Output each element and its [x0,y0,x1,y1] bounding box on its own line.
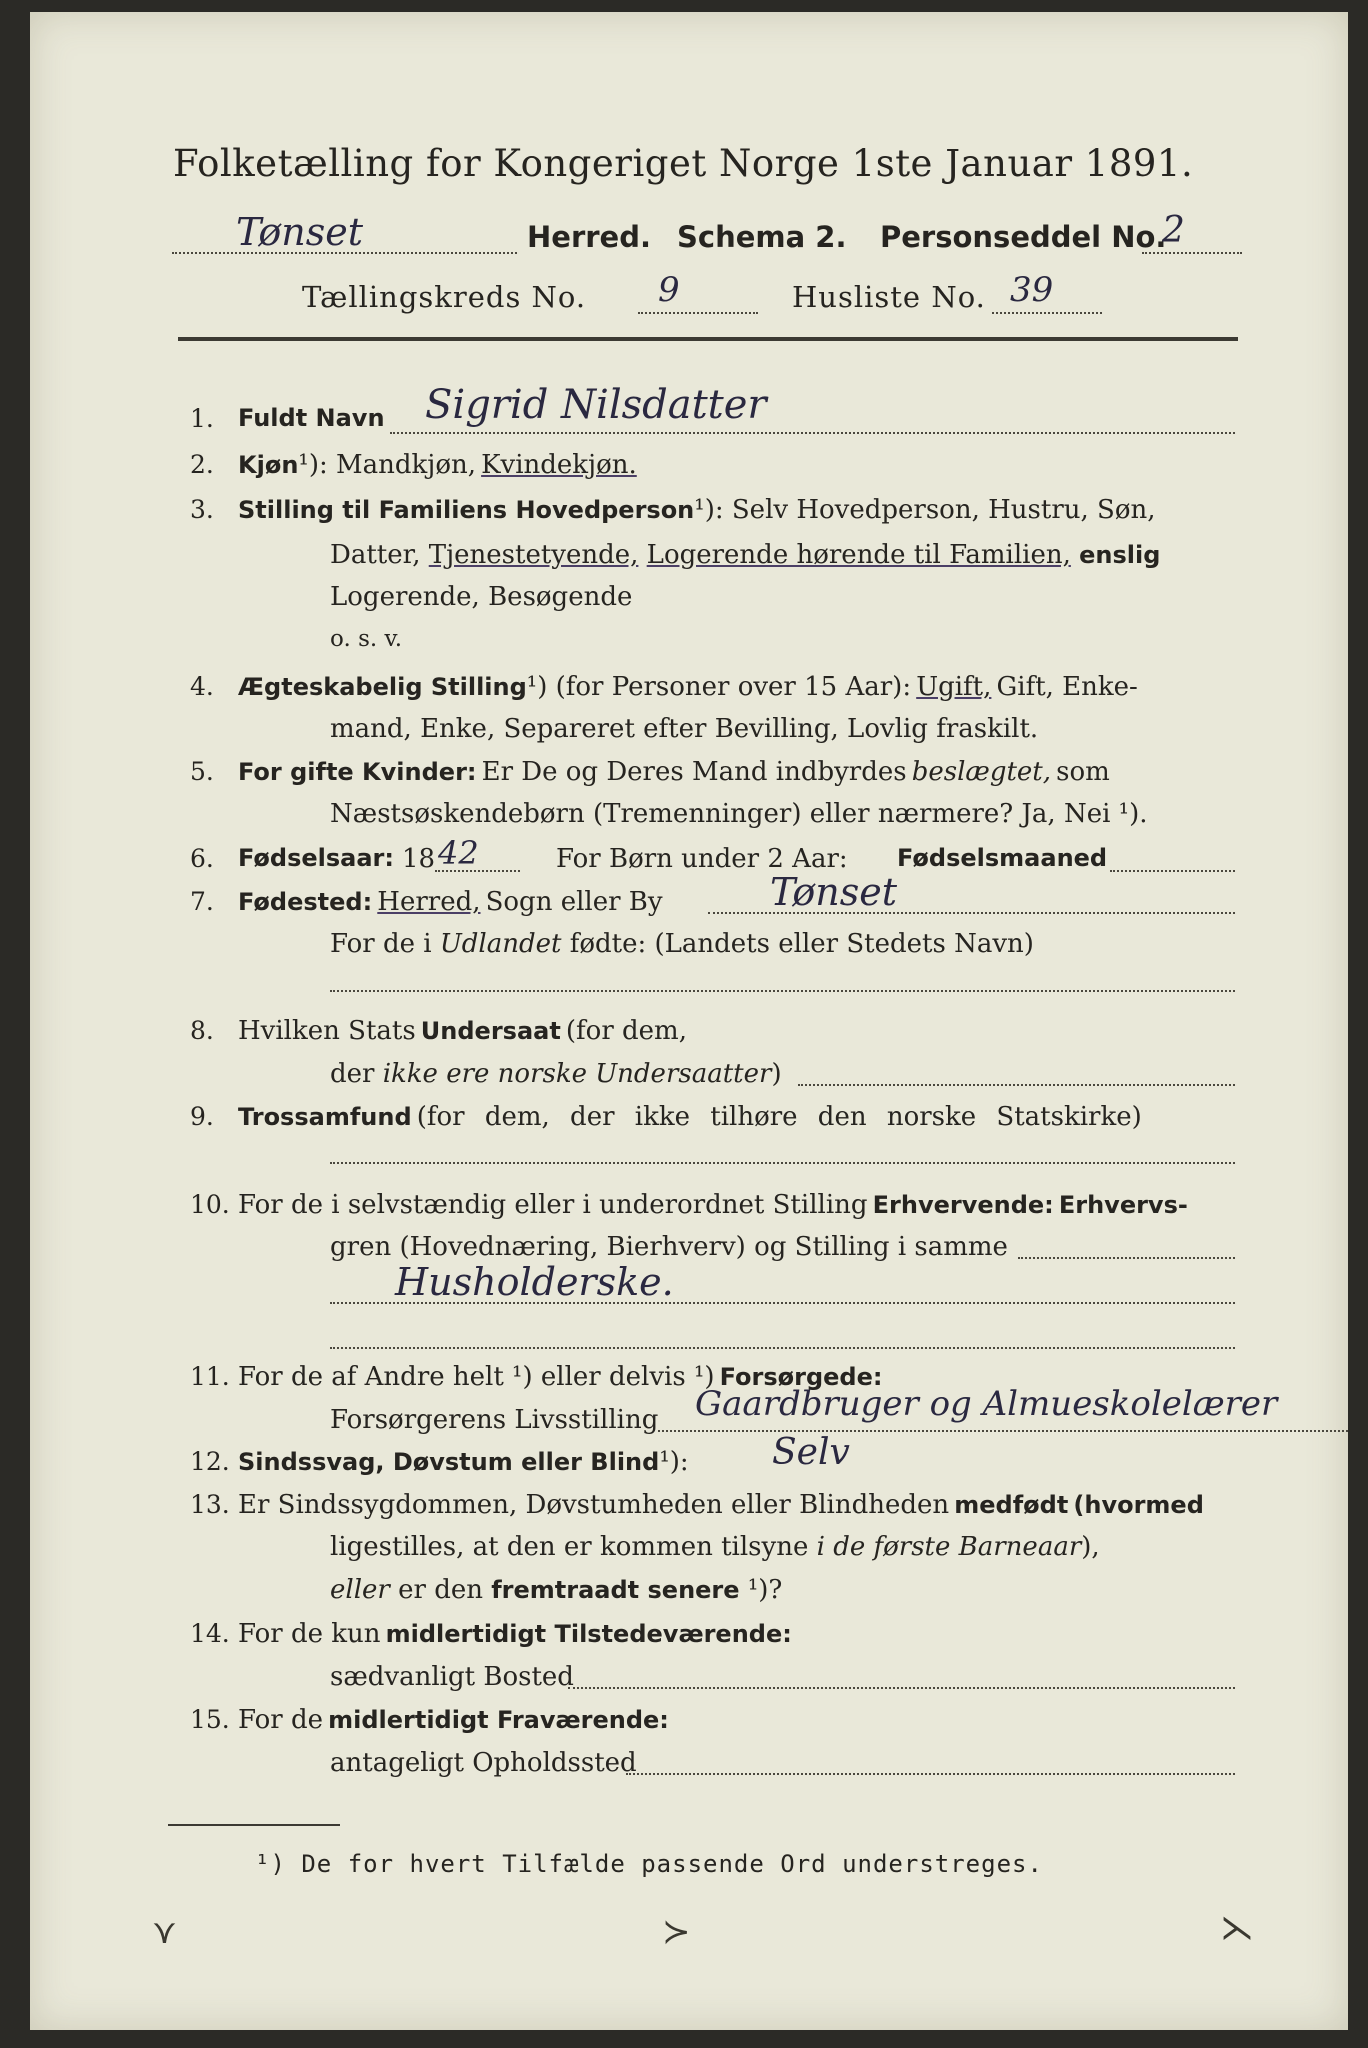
q7-line2-a: For de i [330,929,432,959]
q11-provider-value: Gaardbruger og Almueskolelærer [695,1384,1278,1424]
q4-number: 4. [190,672,214,701]
q6-prefix: 18 [402,844,436,874]
q6-month-dotline [1110,870,1235,872]
q7-foreign-dotline [330,990,1235,992]
q13-label: medfødt [954,1491,1069,1519]
q3-option-logerende: Logerende hørende til Familien, [646,540,1071,570]
q13-line1 [238,1490,1204,1520]
q7-udlandet: Udlandet [439,929,562,959]
q13-line3-em: eller [330,1575,390,1605]
footnote-rule [168,1824,340,1826]
husliste-dotline [992,312,1102,314]
scan-mark-center-icon: ≻ [662,1912,691,1952]
q15-number: 15. [190,1705,230,1734]
q11-a: For de af Andre helt ¹) eller delvis ¹) [238,1362,715,1392]
q1-number: 1. [190,404,214,433]
q13-line3-a: er den [398,1575,483,1605]
q13-line2 [330,1532,1100,1562]
q14-line1 [238,1619,792,1649]
q10-line1 [238,1190,1188,1220]
q12-label: Sindssvag, Døvstum eller Blind [238,1448,660,1476]
q12-note: ¹): [659,1447,689,1477]
q13-b: (hvormed [1073,1491,1204,1519]
q11-number: 11. [190,1362,230,1391]
q14-a: For de kun [238,1619,381,1649]
q3-enslig: enslig [1079,541,1161,569]
q7-rest: Sogn eller By [485,887,663,917]
q9-dotline [330,1162,1235,1164]
q14-number: 14. [190,1619,230,1648]
q4-line2: mand, Enke, Separeret efter Bevilling, Lovlig fraskilt. [330,714,1039,744]
q14-label: midlertidigt Tilstedeværende: [385,1620,792,1648]
q11-label: Forsørgede: [719,1363,883,1391]
personseddel-dotline [1142,252,1242,254]
header-rule [178,337,1238,341]
scan-mark-right-icon: ⋋ [1220,1908,1254,1948]
schema-label: Schema 2. [677,220,847,254]
kreds-dotline [638,312,758,314]
q10-dotline-1 [330,1302,1235,1304]
q9-line1 [238,1102,1142,1132]
q2-option-kvindekjon: Kvindekjøn. [481,450,637,480]
q8-line2-em: ikke ere norske Undersaatter [382,1059,772,1089]
q7-line1 [238,887,663,917]
form-title: Folketælling for Kongeriget Norge 1ste Januar 1891. [173,142,1194,185]
q15-a: For de [238,1705,323,1735]
q3-line1 [238,495,1156,525]
husliste-value: 39 [1010,270,1054,310]
kreds-label: Tællingskreds No. [302,280,587,314]
q10-occupation-value: Husholderske. [395,1260,674,1304]
q5-label: For gifte Kvinder: [238,758,477,786]
personseddel-label: Personseddel No. [880,220,1167,254]
q14-dotline [568,1687,1235,1689]
q15-line2: antageligt Opholdssted [330,1748,637,1778]
q8-number: 8. [190,1016,214,1045]
q7-line2-b: fødte: (Landets eller Stedets Navn) [569,929,1034,959]
q15-dotline [626,1773,1235,1775]
q6-mid: For Børn under 2 Aar: [556,844,848,874]
q2-line [238,450,637,480]
q8-line2-b: ) [771,1059,782,1089]
scan-mark-left-icon: ⋎ [152,1912,177,1952]
q1-name-value: Sigrid Nilsdatter [425,382,767,428]
q8-line1 [238,1016,687,1046]
husliste-label: Husliste No. [792,280,986,314]
q7-label: Fødested: [238,888,373,916]
q5-line1 [238,757,1110,787]
q3-line4: o. s. v. [330,626,403,652]
q8-line2 [330,1059,782,1089]
personseddel-value: 2 [1162,210,1185,251]
q9-label: Trossamfund [238,1103,412,1131]
q3-label: Stilling til Familiens Hovedperson [238,496,695,524]
q7-birthplace-value: Tønset [770,870,898,914]
q8-dotline [798,1084,1235,1086]
q4-line1 [238,672,1138,702]
q12-number: 12. [190,1447,230,1476]
q8-b: (for dem, [565,1016,687,1046]
q13-line2-a: ligestilles, at den er kommen tilsyne [330,1532,809,1562]
q2-note: ¹): Mandkjøn, [298,450,476,480]
q5-rest1: Er De og Deres Mand indbyrdes [481,757,907,787]
footnote: ¹) De for hvert Tilfælde passende Ord understreges. [255,1850,1043,1878]
q4-label: Ægteskabelig Stilling [238,673,527,701]
census-form-sheet [30,12,1348,2030]
kreds-value: 9 [658,270,680,310]
q1-dotline [390,432,1235,434]
q3-line2 [330,540,1160,570]
q10-line2: gren (Hovednæring, Bierhverv) og Stilling i samme [330,1232,1008,1262]
q5-line2: Næstsøskendebørn (Tremenninger) eller nærmere? Ja, Nei ¹). [330,799,1148,829]
q14-line2: sædvanligt Bosted [330,1662,574,1692]
q3-line3: Logerende, Besøgende [330,582,633,612]
q5-number: 5. [190,757,214,786]
q10-line2-dotline [1018,1257,1235,1259]
herred-label: Herred. [527,220,651,254]
q10-dotline-2 [330,1347,1235,1349]
q6-year-dotline [435,870,520,872]
q4-rest2: Gift, Enke- [996,672,1138,702]
q11-line2: Forsørgerens Livsstilling [330,1405,659,1435]
q3-option-tjenestetyende: Tjenestetyende, [428,540,639,570]
q13-line2-em: i de første Barneaar [816,1532,1082,1562]
q12-value: Selv [772,1432,850,1473]
q12-line1 [238,1447,689,1477]
q9-number: 9. [190,1102,214,1131]
q1-label: Fuldt Navn [238,404,385,432]
q7-option-herred: Herred, [377,887,481,917]
q10-a: For de i selvstændig eller i underordnet Stilling [238,1190,868,1220]
q11-dotline [658,1430,1348,1432]
q4-option-ugift: Ugift, [916,672,992,702]
herred-value: Tønset [236,210,364,254]
herred-dotline [172,252,517,254]
q13-a: Er Sindssygdommen, Døvstumheden eller Blindheden [238,1490,950,1520]
q7-line2 [330,929,1034,959]
q6-number: 6. [190,844,214,873]
q2-label: Kjøn [238,451,299,479]
q9-rest: (for dem, der ikke tilhøre den norske Statskirke) [416,1102,1142,1132]
q3-rest: ¹): Selv Hovedperson, Hustru, Søn, [694,495,1156,525]
q4-rest1: ¹) (for Personer over 15 Aar): [526,672,912,702]
q5-rest2: som [1056,757,1110,787]
q6-label2: Fødselsmaaned [897,844,1108,872]
q13-number: 13. [190,1490,230,1519]
q13-line3-label: fremtraadt senere [491,1576,740,1604]
q13-line3 [330,1575,782,1605]
q10-b: Erhvervs- [1058,1191,1188,1219]
q5-beslaegtet: beslægtet, [911,757,1052,787]
q15-label: midlertidigt Fraværende: [328,1706,669,1734]
q3-number: 3. [190,495,214,524]
q8-a: Hvilken Stats [238,1016,416,1046]
q6-label: Fødselsaar: [238,844,394,872]
q15-line1 [238,1705,669,1735]
q8-line2-a: der [330,1059,375,1089]
q3-datter: Datter, [330,540,421,570]
q10-label: Erhvervende: [872,1191,1054,1219]
q13-line2-b: ), [1081,1532,1100,1562]
q8-label: Undersaat [420,1017,561,1045]
q10-number: 10. [190,1190,230,1219]
q2-number: 2. [190,450,214,479]
q6-year-value: 42 [438,834,479,872]
q7-number: 7. [190,887,214,916]
q13-line3-b: ¹)? [747,1575,783,1605]
